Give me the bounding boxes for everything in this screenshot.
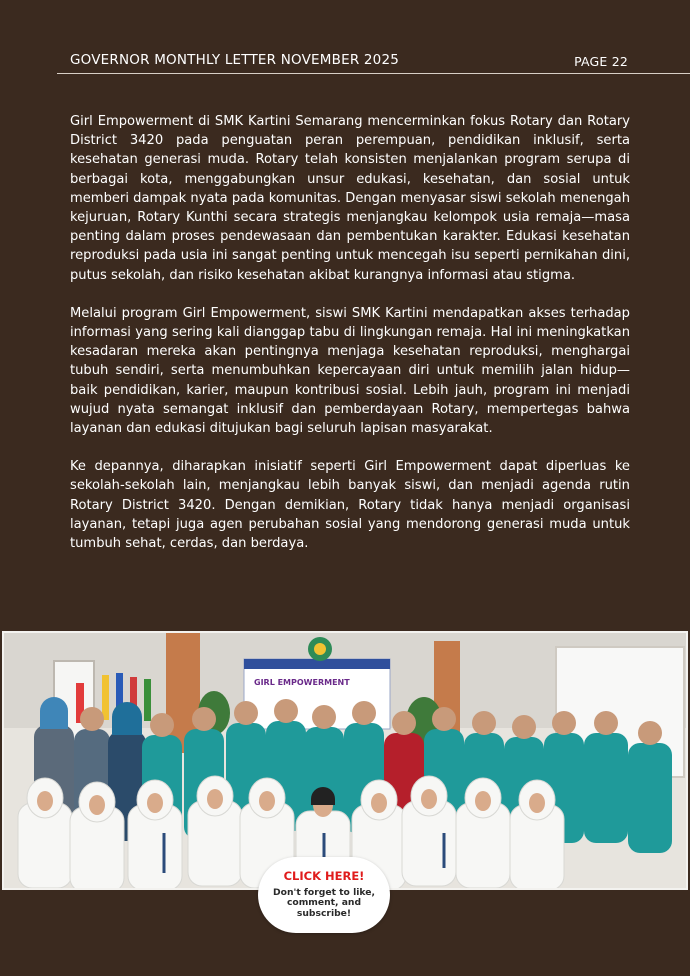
paragraph-1: Girl Empowerment di SMK Kartini Semarang mencerminkan fokus Rotary dan Rotary District 3420 pada penguatan peran perempuan, pendidikan inklusif, serta kesehatan generasi muda. Rotary telah konsisten menjalankan program serupa di berbagai kota, menggabungkan unsur edukasi, kesehatan, dan sosial untuk memberi dampak nyata pada komunitas. Dengan menyasar siswi sekolah menengah kejuruan, Rotary Kunthi secara strategis menjangkau kelompok usia remaja—masa penting dalam proses pendewasaan dan pembentukan karakter. Edukasi kesehatan reproduksi pada usia ini sangat penting untuk mencegah isu seperti pernikahan dini, putus sekolah, dan risiko kesehatan akibat kurangnya informasi atau stigma.	[70, 114, 630, 283]
group-photo-illustration	[4, 633, 686, 888]
paragraph-3: Ke depannya, diharapkan inisiatif seperti Girl Empowerment dapat diperluas ke sekolah-sekolah lain, menjangkau lebih banyak siswi, dan menjadi agenda rutin Rotary District 3420. Dengan demikian, Rotary tidak hanya menjadi organisasi layanan, tetapi juga agen perubahan sosial yang mendorong generasi muda untuk tumbuh sehat, cerdas, dan berdaya.	[70, 459, 630, 552]
click-here-label[interactable]: CLICK HERE!	[283, 869, 365, 883]
banner-text: GIRL EMPOWERMENT	[254, 678, 350, 687]
page-number: PAGE 22	[574, 54, 628, 69]
article-body	[70, 112, 630, 572]
group-photo	[2, 631, 688, 890]
click-here-badge[interactable]	[258, 857, 390, 933]
subscribe-message: Don't forget to like, comment, and subscribe!	[273, 887, 375, 919]
paragraph-2: Melalui program Girl Empowerment, siswi SMK Kartini mendapatkan akses terhadap informasi yang sering kali dianggap tabu di lingkungan remaja. Hal ini meningkatkan kesadaran mereka akan pentingnya menjaga kesehatan reproduksi, menghargai tubuh sendiri, serta menumbuhkan kepercayaan diri untuk memilih jalan hidup—baik pendidikan, karier, maupun kontribusi sosial. Lebih jauh, program ini menjadi wujud nyata semangat inklusif dan pemberdayaan Rotary, mempertegas bahwa layanan dan edukasi ditujukan bagi seluruh lapisan masyarakat.	[70, 305, 630, 437]
newsletter-title: GOVERNOR MONTHLY LETTER NOVEMBER 2025	[70, 52, 400, 68]
header-divider	[57, 73, 690, 74]
page-header	[70, 50, 628, 72]
